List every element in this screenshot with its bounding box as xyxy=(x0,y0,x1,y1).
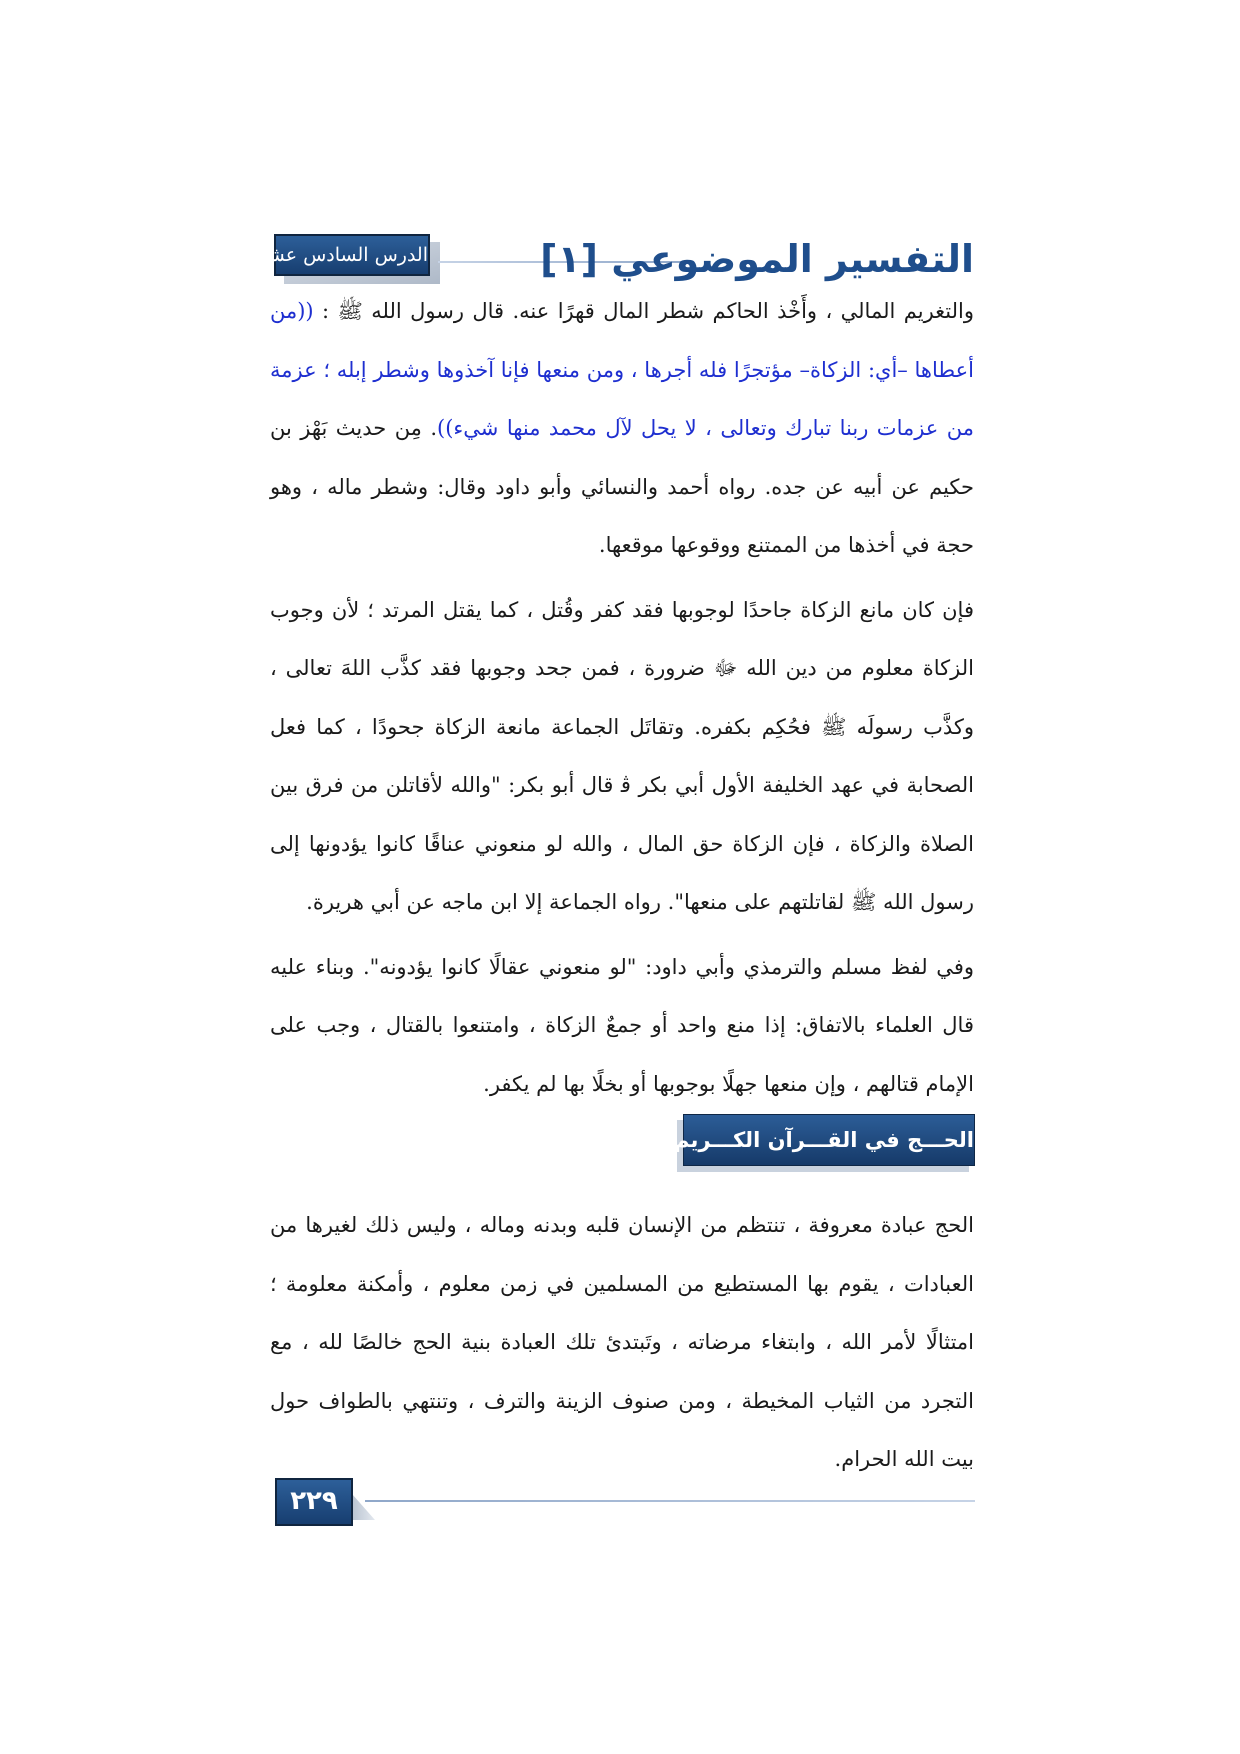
book-title: التفسير الموضوعي [١] xyxy=(540,237,974,281)
paragraph-zakat-penalty xyxy=(270,282,974,575)
text-run: وفي لفظ مسلم والترمذي وأبي داود: "لو منعوني عقالًا كانوا يؤدونه". وبناء عليه قال العلماء بالاتفاق: إذا منع واحد أو جمعٌ الزكاة ، وامتنعوا بالقتال ، وجب على الإمام قتالهم ، وإن منعها جهلًا بوجوبها أو بخلًا بها لم يكفر. xyxy=(270,954,974,1096)
footer-divider xyxy=(365,1500,975,1502)
section-heading-hajj: الحـــج في القـــرآن الكـــريم xyxy=(683,1114,975,1166)
text-run: فإن كان مانع الزكاة جاحدًا لوجوبها فقد كفر وقُتل ، كما يقتل المرتد ؛ لأن وجوب الزكاة معلوم من دين الله ﷻ ضرورة ، فمن جحد وجوبها فقد كذَّب اللهَ تعالى ، وكذَّب رسولَه ﷺ فحُكِم بكفره. وتقاتَل الجماعة مانعة الزكاة جحودًا ، كما فعل الصحابة في عهد الخليفة الأول أبي بكر ﭬ قال أبو بكر: "والله لأقاتلن من فرق بين الصلاة والزكاة ، فإن الزكاة حق المال ، والله لو منعوني عناقًا كانوا يؤدونها إلى رسول الله ﷺ لقاتلتهم على منعها". رواه الجماعة إلا ابن ماجه عن أبي هريرة. xyxy=(270,597,974,914)
paragraph-hajj-definition xyxy=(270,1196,974,1489)
text-run: الحج عبادة معروفة ، تنتظم من الإنسان قلبه وبدنه وماله ، وليس ذلك لغيرها من العبادات ، يقوم بها المستطيع من المسلمين في زمن معلوم ، وأمكنة معلومة ؛ امتثالًا لأمر الله ، وابتغاء مرضاته ، وتَبتدئ تلك العبادة بنية الحج خالصًا لله ، مع التجرد من الثياب المخيطة ، ومن صنوف الزينة والترف ، وتنتهي بالطواف حول بيت الله الحرام. xyxy=(270,1213,974,1471)
body-text-bottom xyxy=(270,1196,974,1489)
hadith-quote: ((من أعطاها –أي: الزكاة– مؤتجرًا فله أجرها ، ومن منعها فإنا آخذوها وشطر إبله ؛ عزمة من عزمات ربنا تبارك وتعالى ، لا يحل لآل محمد منها شيء)) xyxy=(270,299,974,440)
lesson-badge xyxy=(258,234,442,284)
text-run: والتغريم المالي ، وأَخْذ الحاكم شطر المال قهرًا عنه. قال رسول الله ﷺ : xyxy=(313,299,974,323)
page-footer xyxy=(275,1478,975,1538)
page-number: ٢٢٩ xyxy=(275,1478,353,1526)
paragraph-scholars-consensus xyxy=(270,938,974,1114)
lesson-badge-label: الدرس السادس عشر xyxy=(274,234,430,276)
body-text-top xyxy=(270,282,974,1113)
paragraph-zakat-denier xyxy=(270,581,974,932)
text-run: . مِن حديث بَهْز بن حكيم عن أبيه عن جده. رواه أحمد والنسائي وأبو داود وقال: وشطر ماله ، وهو حجة في أخذها من الممتنع ووقوعها موقعها. xyxy=(270,416,974,557)
